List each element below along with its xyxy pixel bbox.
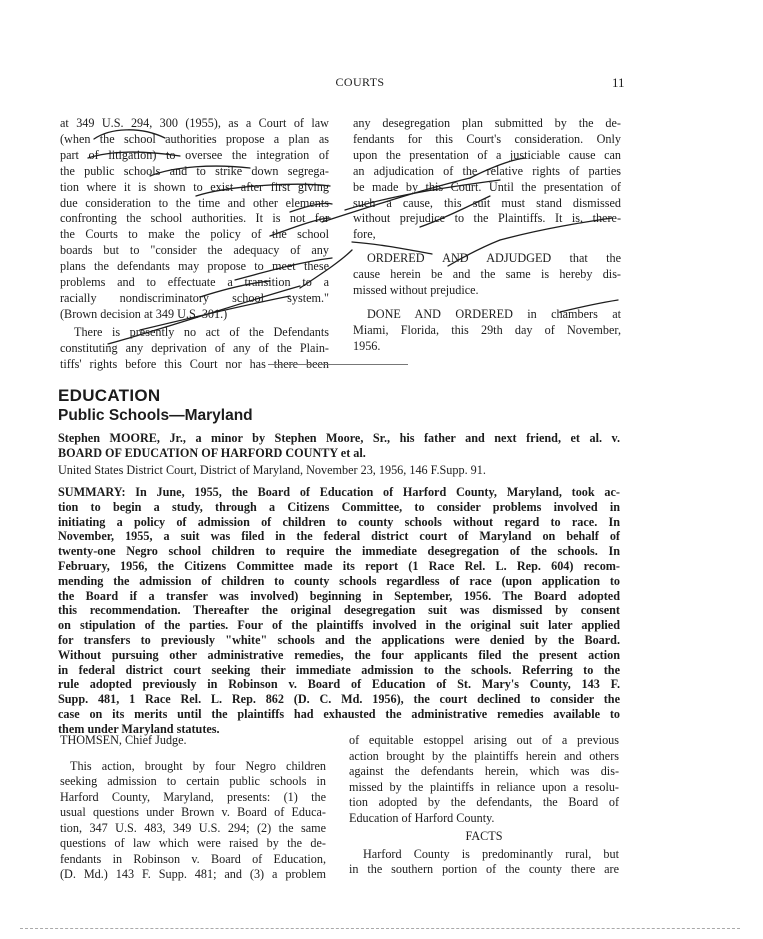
text-line: initiating a policy of admission of children to county schools without regard to race. In [58,514,620,529]
text-line: Harford County, Maryland, presents: (1) the [60,789,326,804]
text-line: tiffs' rights before this Court nor has there been [60,356,329,371]
text-line: the Board if a transfer was involved) beginning in September, 1956. The Board adopted [58,588,620,603]
text-line: Harford County is predominantly rural, but [363,846,619,861]
text-line: due consideration to the time and other elements [60,195,329,210]
text-line: them under Maryland statutes. [58,721,220,736]
text-line: any desegregation plan submitted by the de- [353,116,621,130]
text-line: such a cause, this suit must stand dismissed [353,195,621,210]
paragraph [353,251,621,299]
top-left-column [60,116,329,373]
text-line: (Brown decision at 349 U.S. 301.) [60,306,228,321]
text-line: Education of Harford County. [349,810,495,825]
paragraph [60,116,329,323]
paragraph [353,307,621,355]
top-right-column [353,116,621,355]
text-line: this recommendation. Thereafter the original desegregation suit was dismissed by consent [58,603,620,618]
case-citation: United States District Court, District of Maryland, November 23, 1956, 146 F.Supp. 91. [58,463,486,477]
section-heading [58,386,253,425]
judge-line: THOMSEN, Chief Judge. [60,733,187,747]
text-line: tion adopted by the defendants, the Board of [349,795,619,809]
text-line: fendants in Robinson v. Board of Education, [60,851,326,866]
text-line: against the defendants herein, which was dis- [349,764,619,778]
paragraph [60,759,326,883]
text-line: in the southern portion of the county there are [349,862,619,876]
text-line: Miami, Florida, this 29th day of November, [353,322,621,337]
text-line: upon the presentation of a justiciable cause can [353,147,621,162]
paragraph [349,847,619,878]
text-line: 1956. [353,338,381,353]
section-subtitle: Public Schools—Maryland [58,407,253,424]
opinion-right-column [349,733,619,878]
case-summary [58,485,620,737]
text-line: February, 1956, the Citizens Committee made its report (1 Race Rel. L. Rep. 604) recom- [58,558,620,573]
text-line: rule adopted previously in Robinson v. Board of Education of St. Mary's County, 143 F. [58,677,620,692]
section-title: EDUCATION [58,386,161,405]
text-line: on stipulation of the parties. Four of the plaintiffs involved in the original suit later applied [58,618,620,633]
page-number: 11 [612,75,625,90]
text-line: twenty-one Negro school children to require the immediate desegregation of the schools. In [58,544,620,559]
text-line: of equitable estoppel arising out of a previous [349,733,619,747]
paragraph [353,116,621,243]
text-line: November, 1955, a suit was filed in the federal district court of Maryland on behalf of [58,529,620,544]
text-line: missed by the plaintiffs in reliance upon a resolu- [349,779,619,794]
text-line: be made by this Court. Until the presentation of [353,179,621,194]
text-line: racially nondiscriminatory school system." [60,290,329,305]
text-line: tion to begin a study, through a Citizens Committee, to consider problems involved in [58,499,620,514]
text-line: Stephen MOORE, Jr., a minor by Stephen Moore, Sr., his father and next friend, et al. v. [58,431,620,445]
opinion-left-column [60,733,326,883]
text-line: in federal district court seeking their immediate admission to the schools. Referring to the [58,662,620,677]
text-line: without prejudice to the Plaintiffs. It is, there- [353,211,621,226]
text-line: problems and to effectuate a transition to a [60,275,329,290]
text-line: the public schools and to strike down segrega- [60,163,329,178]
text-line: Without pursuing other administrative remedies, the four applicants filed the present action [58,647,620,662]
text-line: boards but to "consider the adequacy of any [60,243,329,258]
text-line: an adjudication of the relative rights of parties [353,163,621,178]
text-line: mending the admission of children to county schools regardless of race (upon application to [58,573,620,588]
text-line: (when the school authorities propose a plan as [60,131,329,146]
running-head: COURTS [335,75,385,89]
text-line: usual questions under Brown v. Board of Educa- [60,805,326,819]
text-line: Supp. 481, 1 Race Rel. L. Rep. 862 (D. C. Md. 1956), the court declined to consider the [58,692,620,707]
text-line: questions of law which were raised by the de- [60,836,326,850]
page-edge-rule [20,928,740,929]
text-line: seeking admission to certain public schools in [60,774,326,788]
text-line: cause herein be and the same is hereby dis- [353,267,621,282]
text-line: (D. Md.) 143 F. Supp. 481; and (3) a problem [60,867,326,881]
paragraph [349,733,619,826]
text-line: missed without prejudice. [353,283,479,298]
text-line: action brought by the plaintiffs herein and others [349,748,619,763]
text-line: This action, brought by four Negro children [70,758,326,773]
text-line: There is presently no act of the Defendants [74,324,329,339]
text-line: constituting any deprivation of any of the Plain- [60,340,329,355]
text-line: fendants for this Court's consideration. Only [353,131,621,146]
text-line: fore, [353,227,376,242]
text-line: ORDERED AND ADJUDGED that the [367,251,621,266]
text-line: at 349 U.S. 294, 300 (1955), as a Court of law [60,116,329,130]
text-line: plans the defendants may propose to meet these [60,259,329,274]
section-divider [268,364,408,365]
text-line: part of litigation) to oversee the integration of [60,147,329,162]
facts-heading: FACTS [465,829,503,843]
text-line: tion where it is shown to exist after first giving [60,179,329,194]
text-line: DONE AND ORDERED in chambers at [367,306,621,321]
text-line: tion, 347 U.S. 483, 349 U.S. 294; (2) the same [60,820,326,835]
case-caption [58,431,620,461]
text-line: BOARD OF EDUCATION OF HARFORD COUNTY et al. [58,446,366,460]
text-line: confronting the school authorities. It is not for [60,211,329,226]
text-line: the Courts to make the policy of the school [60,227,329,242]
text-line: case on its merits until the plaintiffs had exhausted the administrative remedies available to [58,706,620,721]
paragraph [60,325,329,373]
text-line: for transfers to previously "white" schools and the applications were denied by the Board. [58,632,620,647]
text-line: SUMMARY: In June, 1955, the Board of Education of Harford County, Maryland, took ac- [58,485,620,499]
